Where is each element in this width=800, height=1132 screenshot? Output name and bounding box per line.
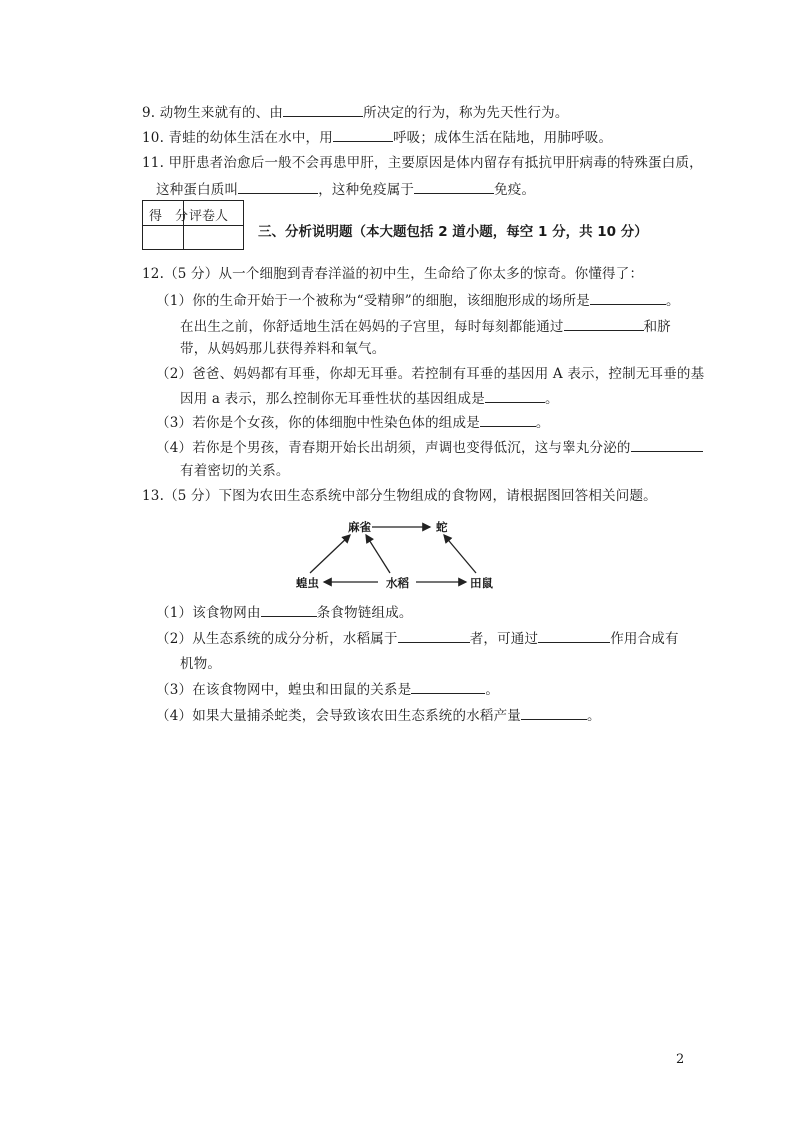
q12-part2-line1: （2）爸爸、妈妈都有耳垂，你却无耳垂。若控制有耳垂的基因用 A 表示，控制无耳垂的基 bbox=[156, 366, 705, 382]
arrow-locust-to-sparrow bbox=[310, 535, 350, 573]
q12-p1b-blank[interactable] bbox=[564, 318, 644, 331]
question-11-line2 bbox=[156, 181, 535, 198]
q13-p1-blank[interactable] bbox=[261, 604, 317, 617]
q12-p2-text: 因用 a 表示，那么控制你无耳垂性状的基因组成是 bbox=[180, 391, 485, 407]
q12-part3 bbox=[156, 414, 550, 431]
question-12-intro: 12.（5 分）从一个细胞到青春洋溢的初中生，生命给了你太多的惊奇。你懂得了： bbox=[142, 266, 644, 282]
q12-part1-line3: 带，从妈妈那儿获得养料和氧气。 bbox=[180, 341, 386, 357]
node-locust: 蝗虫 bbox=[296, 576, 319, 590]
q12-p2-blank[interactable] bbox=[485, 390, 545, 403]
q13-p4-end: 。 bbox=[587, 708, 601, 724]
q12-part1-line1 bbox=[156, 292, 680, 309]
grader-label: 评卷人 bbox=[189, 209, 229, 224]
q12-p3-end: 。 bbox=[535, 415, 550, 431]
q10-text-a: 10. 青蛙的幼体生活在水中，用 bbox=[142, 130, 333, 146]
q13-p2-text-b: 者，可通过 bbox=[469, 631, 539, 647]
q13-part2-line1 bbox=[156, 630, 679, 647]
q13-p2-blank-2[interactable] bbox=[538, 630, 610, 643]
q13-p1-end: 条食物链组成。 bbox=[316, 605, 413, 621]
q12-p1b-text: 在出生之前，你舒适地生活在妈妈的子宫里，每时每刻都能通过 bbox=[180, 319, 564, 335]
q12-p4-blank[interactable] bbox=[631, 439, 703, 452]
q12-part4-line2: 有着密切的关系。 bbox=[180, 463, 290, 479]
q11-text-c: 免疫。 bbox=[494, 182, 536, 198]
q9-text-a: 9. 动物生来就有的、由 bbox=[142, 105, 284, 121]
q13-p2-text-c: 作用合成有 bbox=[610, 631, 679, 647]
q12-p1-blank[interactable] bbox=[590, 292, 666, 305]
q12-p3-text: （3）若你是个女孩，你的体细胞中性染色体的组成是 bbox=[156, 415, 480, 431]
q13-part4 bbox=[156, 707, 601, 724]
q13-p4-blank[interactable] bbox=[521, 707, 587, 720]
score-table bbox=[142, 200, 244, 250]
q13-p3-end: 。 bbox=[485, 682, 500, 698]
arrow-mouse-to-snake bbox=[444, 535, 476, 573]
q12-p2-end: 。 bbox=[544, 391, 559, 407]
food-web-diagram bbox=[280, 515, 500, 595]
q13-p1-text: （1）该食物网由 bbox=[156, 605, 261, 621]
q13-p3-text: （3）在该食物网中，蝗虫和田鼠的关系是 bbox=[156, 682, 412, 698]
q13-part3 bbox=[156, 681, 499, 698]
arrow-rice-to-sparrow bbox=[366, 535, 390, 573]
q13-p2-blank-1[interactable] bbox=[398, 630, 470, 643]
page-number: 2 bbox=[676, 1052, 685, 1067]
q13-p4-text: （4）如果大量捕杀蛇类，会导致该农田生态系统的水稻产量 bbox=[156, 708, 521, 724]
q12-p1b-end: 和脐 bbox=[643, 319, 672, 335]
question-11-line1: 11. 甲肝患者治愈后一般不会再患甲肝，主要原因是体内留存有抵抗甲肝病毒的特殊蛋白质， bbox=[142, 155, 703, 171]
q13-part1 bbox=[156, 604, 413, 621]
q12-part4-line1 bbox=[156, 439, 703, 456]
section-3-title: 三、分析说明题（本大题包括 2 道小题，每空 1 分，共 10 分） bbox=[258, 224, 648, 240]
q12-p1-end: 。 bbox=[666, 293, 680, 309]
question-9 bbox=[142, 104, 569, 121]
q10-blank[interactable] bbox=[333, 129, 393, 142]
question-10 bbox=[142, 129, 612, 146]
q9-text-b: 所决定的行为，称为先天性行为。 bbox=[363, 105, 569, 121]
q13-p3-blank[interactable] bbox=[411, 681, 485, 694]
node-mouse: 田鼠 bbox=[470, 576, 493, 590]
q11-blank-2[interactable] bbox=[414, 181, 494, 194]
q12-p1-text: （1）你的生命开始于一个被称为“受精卵”的细胞，该细胞形成的场所是 bbox=[156, 293, 590, 309]
score-label: 得 分 bbox=[149, 209, 189, 224]
q13-p2-text-a: （2）从生态系统的成分分析，水稻属于 bbox=[156, 631, 398, 647]
node-sparrow: 麻雀 bbox=[348, 520, 371, 534]
node-rice: 水稻 bbox=[386, 576, 409, 590]
q12-part2-line2 bbox=[180, 390, 559, 407]
q12-p3-blank[interactable] bbox=[480, 414, 536, 427]
q11-blank-1[interactable] bbox=[238, 181, 318, 194]
q12-part1-line2 bbox=[180, 318, 671, 335]
q9-blank[interactable] bbox=[283, 104, 363, 117]
q13-part2-line2: 机物。 bbox=[180, 656, 222, 672]
node-snake: 蛇 bbox=[436, 520, 448, 534]
q10-text-b: 呼吸；成体生活在陆地，用肺呼吸。 bbox=[392, 130, 613, 146]
question-13-intro: 13.（5 分）下图为农田生态系统中部分生物组成的食物网，请根据图回答相关问题。 bbox=[142, 488, 657, 504]
q12-p4-text: （4）若你是个男孩，青春期开始长出胡须，声调也变得低沉，这与睾丸分泌的 bbox=[156, 440, 631, 456]
q11-text-b: ，这种免疫属于 bbox=[318, 182, 415, 198]
q11-text-a: 这种蛋白质叫 bbox=[156, 182, 239, 198]
